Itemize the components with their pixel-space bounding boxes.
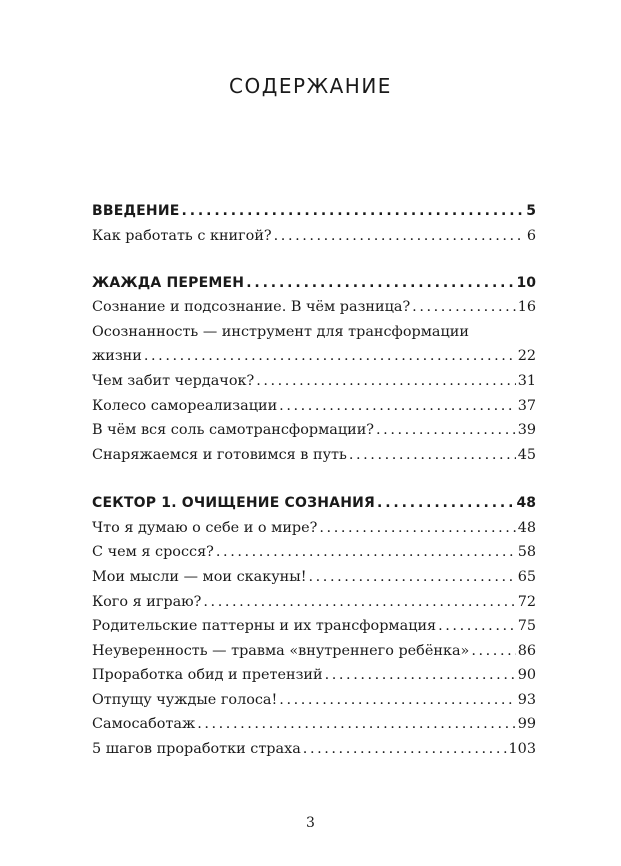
- dot-leader: [203, 593, 515, 611]
- toc-heading-introduction[interactable]: [92, 202, 536, 220]
- toc-entry[interactable]: [92, 666, 536, 684]
- dot-leader: [309, 568, 516, 586]
- dot-leader: [279, 691, 515, 709]
- toc-entry-title: Кого я играю?: [92, 594, 202, 610]
- toc-entry-title: Как работать с книгой?: [92, 228, 272, 244]
- toc-entry[interactable]: [92, 421, 536, 439]
- toc-entry[interactable]: [92, 397, 536, 415]
- toc-entry-title: В чём вся соль самотрансформации?: [92, 422, 375, 438]
- toc-page-number: 5: [526, 203, 536, 219]
- toc-entry-title: жизни: [92, 348, 142, 364]
- toc-page-number: 75: [517, 618, 536, 634]
- dot-leader: [376, 421, 516, 439]
- toc-page-number: 99: [517, 716, 536, 732]
- toc-page-number: 37: [517, 398, 536, 414]
- toc-entry-title: Неуверенность — травма «внутреннего ребёнка»: [92, 643, 470, 659]
- dot-leader: [303, 740, 507, 758]
- toc-entry[interactable]: [92, 740, 536, 758]
- dot-leader: [144, 347, 516, 365]
- toc-page-number: 6: [526, 228, 536, 244]
- dot-leader: [182, 202, 525, 220]
- toc-entry[interactable]: [92, 568, 536, 586]
- toc-entry-title: Самосаботаж: [92, 716, 196, 732]
- toc-entry[interactable]: [92, 715, 536, 733]
- toc-page-number: 93: [517, 692, 536, 708]
- dot-leader: [377, 494, 515, 512]
- toc-page-number: 72: [517, 594, 536, 610]
- toc-page-number: 58: [517, 544, 536, 560]
- toc-entry-title: Снаряжаемся и готовимся в путь: [92, 447, 347, 463]
- dot-leader: [274, 227, 525, 245]
- toc-entry-title: С чем я сросся?: [92, 544, 214, 560]
- toc-entry[interactable]: [92, 691, 536, 709]
- toc-page-number: 90: [517, 667, 536, 683]
- toc-page-number: 45: [517, 447, 536, 463]
- toc-entry-title: Родительские паттерны и их трансформация: [92, 618, 437, 634]
- toc-entry[interactable]: [92, 593, 536, 611]
- page-title: СОДЕРЖАНИЕ: [229, 74, 392, 98]
- toc-entry[interactable]: [92, 298, 536, 316]
- toc-page-number: 10: [516, 275, 536, 291]
- toc-page-number: 103: [508, 741, 536, 757]
- dot-leader: [325, 666, 516, 684]
- toc-entry[interactable]: [92, 347, 536, 365]
- toc-page-number: 16: [517, 299, 536, 315]
- toc-entry[interactable]: [92, 519, 536, 537]
- toc-entry-title: 5 шагов проработки страха: [92, 741, 301, 757]
- toc-entry-title: Чем забит чердачок?: [92, 373, 255, 389]
- toc-entry[interactable]: [92, 543, 536, 561]
- toc-page-number: 48: [516, 495, 536, 511]
- toc-heading-title: ВВЕДЕНИЕ: [92, 203, 180, 219]
- toc-entry[interactable]: [92, 642, 536, 660]
- toc-entry[interactable]: [92, 446, 536, 464]
- toc-entry-title: Сознание и подсознание. В чём разница?: [92, 299, 411, 315]
- dot-leader: [319, 519, 515, 537]
- toc-entry-title: Отпущу чуждые голоса!: [92, 692, 278, 708]
- dot-leader: [256, 372, 515, 390]
- toc-entry-title-line1[interactable]: Осознанность — инструмент для трансформации: [92, 324, 469, 340]
- dot-leader: [216, 543, 516, 561]
- page-number: 3: [306, 815, 315, 831]
- toc-page-number: 65: [517, 569, 536, 585]
- toc-entry-title: Проработка обид и претензий: [92, 667, 323, 683]
- toc-heading-title: ЖАЖДА ПЕРЕМЕН: [92, 275, 245, 291]
- dot-leader: [279, 397, 516, 415]
- toc-heading-thirst-for-change[interactable]: [92, 274, 536, 292]
- toc-page-number: 48: [517, 520, 536, 536]
- toc-heading-sector-1[interactable]: [92, 494, 536, 512]
- dot-leader: [349, 446, 516, 464]
- toc-page-number: 86: [517, 643, 536, 659]
- toc-heading-title: СЕКТОР 1. ОЧИЩЕНИЕ СОЗНАНИЯ: [92, 495, 376, 511]
- dot-leader: [438, 617, 516, 635]
- dot-leader: [246, 274, 514, 292]
- toc-page-number: 22: [517, 348, 536, 364]
- toc-entry-title: Что я думаю о себе и о мире?: [92, 520, 318, 536]
- dot-leader: [197, 715, 515, 733]
- dot-leader: [471, 642, 515, 660]
- toc-entry-title: Мои мысли — мои скакуны!: [92, 569, 307, 585]
- toc-page-number: 39: [517, 422, 536, 438]
- toc-page-number: 31: [517, 373, 536, 389]
- toc-entry[interactable]: [92, 372, 536, 390]
- dot-leader: [412, 298, 516, 316]
- toc-entry-title: Колесо самореализации: [92, 398, 278, 414]
- toc-entry[interactable]: [92, 617, 536, 635]
- toc-entry[interactable]: [92, 227, 536, 245]
